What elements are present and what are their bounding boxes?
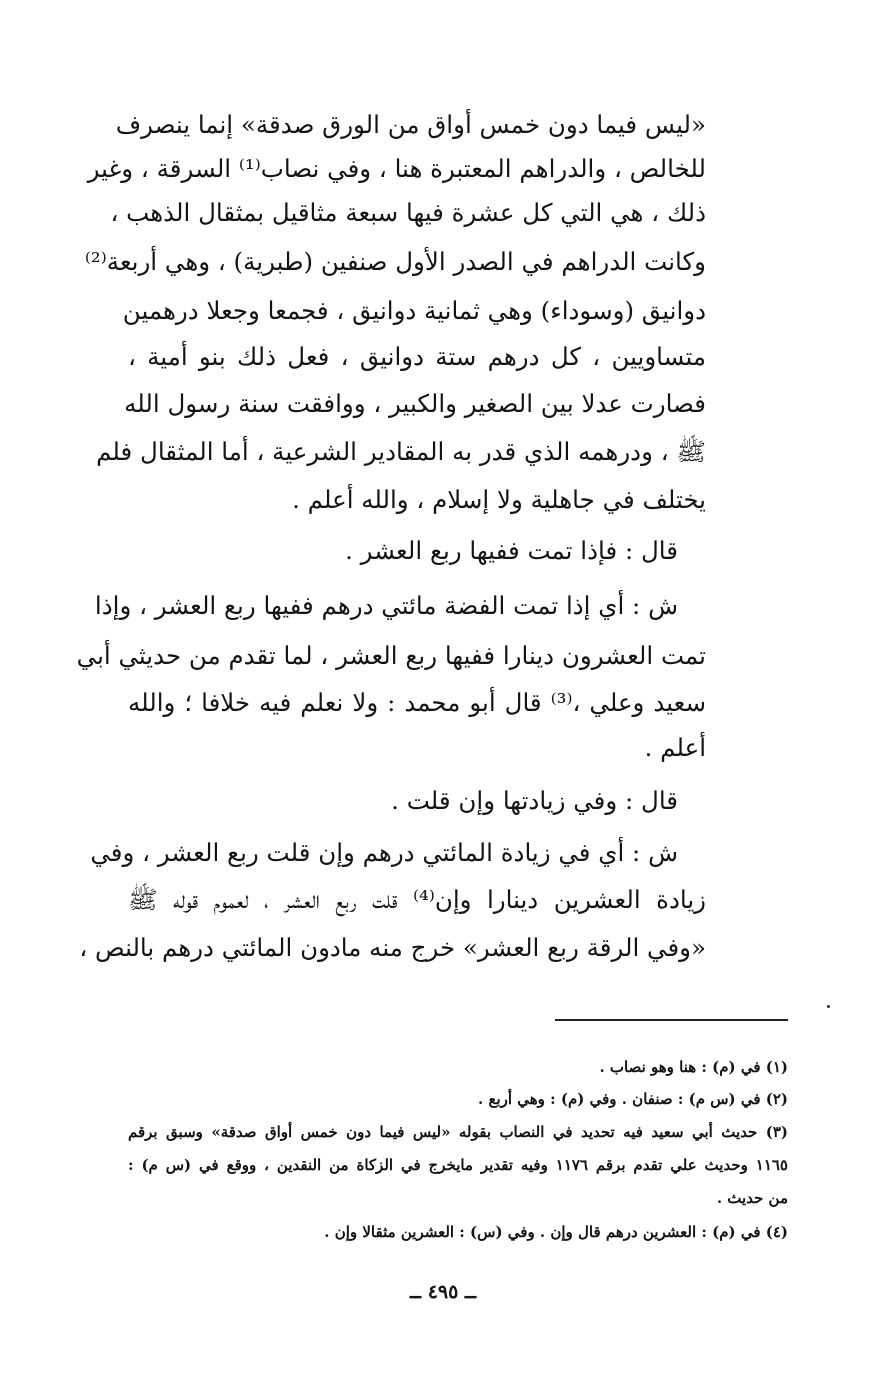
- body-line: زيادة العشرين دينارا وإن⁽⁴⁾ قلت ربع العشر ، لعموم قوله ﷺ: [128, 885, 706, 914]
- body-line: أعلم .: [644, 733, 706, 762]
- footnote: (٤) في (م) : العشرين درهم قال وإن . وفي (س) : العشرين مثقالا وإن .: [324, 1223, 788, 1241]
- footnote: ١١٦٥ وحديث علي تقدم برقم ١١٧٦ وفيه تقدير مايخرج في الزكاة من النقدين ، ووقع في (س م) :: [128, 1156, 788, 1174]
- body-line-question: قال : وفي زيادتها وإن قلت .: [391, 786, 678, 815]
- body-line-question: قال : فإذا تمت ففيها ربع العشر .: [345, 536, 678, 565]
- body-line: ش : أي في زيادة المائتي درهم وإن قلت ربع العشر ، وفي: [90, 838, 678, 867]
- body-line: «ليس فيما دون خمس أواق من الورق صدقة» إنما ينصرف: [115, 110, 706, 139]
- body-line: ذلك ، هي التي كل عشرة فيها سبعة مثاقيل بمثقال الذهب ،: [110, 198, 706, 227]
- body-line: للخالص ، والدراهم المعتبرة هنا ، وفي نصاب⁽¹⁾ السرقة ، وغير: [87, 154, 706, 183]
- body-line: دوانيق (وسوداء) وهي ثمانية دوانيق ، فجمعا وجعلا درهمين: [122, 296, 706, 325]
- page-speck: [827, 1005, 830, 1008]
- footnote: (٣) حديث أبي سعيد فيه تحديد في النصاب بقوله «ليس فيما دون خمس أواق صدقة» وسبق برقم: [128, 1123, 788, 1141]
- footnote: (٢) في (س م) : صنفان . وفي (م) : وهي أربع .: [478, 1090, 788, 1108]
- footnote: (١) في (م) : هنا وهو نصاب .: [599, 1058, 788, 1076]
- body-line: فصارت عدلا بين الصغير والكبير ، ووافقت سنة رسول الله: [124, 389, 706, 418]
- body-line: متساويين ، كل درهم ستة دوانيق ، فعل ذلك بنو أمية ،: [128, 342, 706, 371]
- footnote-separator: [555, 1019, 788, 1021]
- footnote: من حديث .: [716, 1189, 788, 1207]
- body-line: ش : أي إذا تمت الفضة مائتي درهم ففيها ربع العشر ، وإذا: [94, 591, 678, 620]
- body-line: وكانت الدراهم في الصدر الأول صنفين (طبرية) ، وهي أربعة⁽²⁾: [84, 247, 706, 276]
- body-line: ﷺ ، ودرهمه الذي قدر به المقادير الشرعية ، أما المثقال فلم: [96, 437, 706, 466]
- page-number: ــ ٤٩٥ ــ: [409, 1281, 477, 1303]
- body-line: يختلف في جاهلية ولا إسلام ، والله أعلم .: [292, 485, 706, 514]
- body-line: «وفي الرقة ربع العشر» خرج منه مادون المائتي درهم بالنص ،: [79, 933, 706, 962]
- body-line: تمت العشرون دينارا ففيها ربع العشر ، لما تقدم من حديثي أبي: [76, 641, 706, 670]
- body-line: سعيد وعلي ،⁽³⁾ قال أبو محمد : ولا نعلم فيه خلافا ؛ والله: [128, 688, 706, 717]
